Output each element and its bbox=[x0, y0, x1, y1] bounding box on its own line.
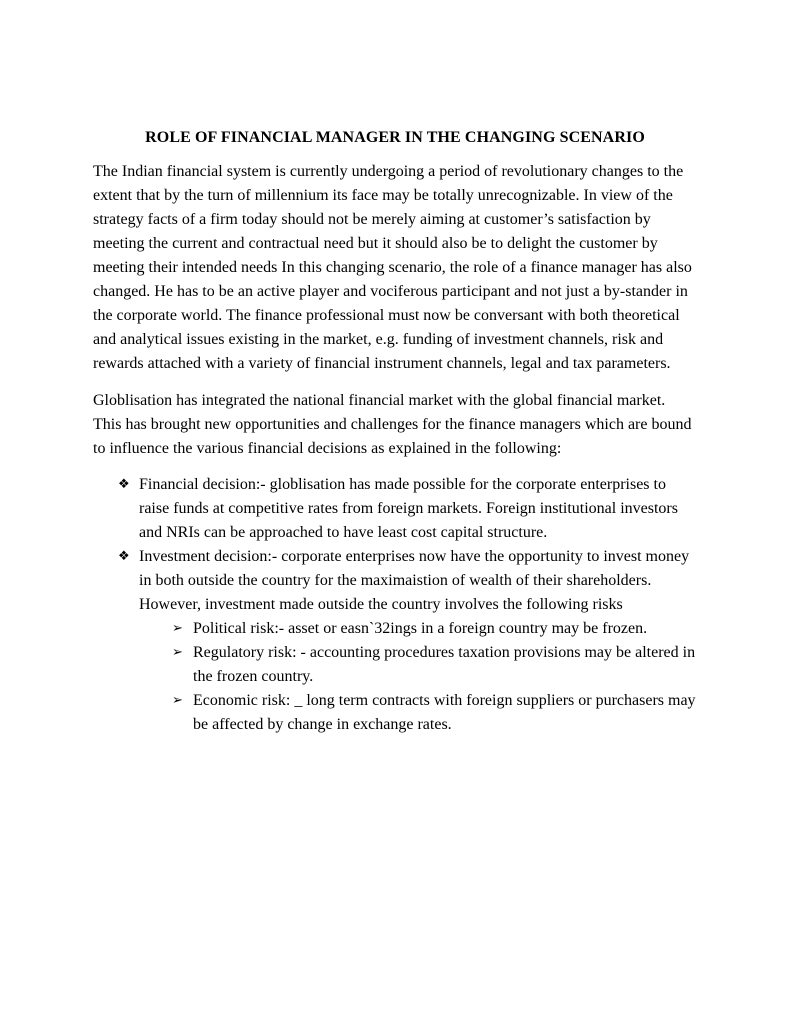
document-page bbox=[93, 126, 697, 737]
list-item-investment-decision bbox=[93, 545, 697, 737]
paragraph-indian-financial-system: The Indian financial system is currently undergoing a period of revolutionary changes to the extent that by the turn of millennium its face may be totally unrecognizable. In view of the strategy facts of a firm today should not be merely aiming at customer’s satisfaction by meeting the current and contractual need but it should also be to delight the customer by meeting their intended needs In this changing scenario, the role of a finance manager has also changed. He has to be an active player and vociferous participant and not just a by-stander in the corporate world. The finance professional must now be conversant with both theoretical and analytical issues existing in the market, e.g. funding of investment channels, risk and rewards attached with a variety of financial instrument channels, legal and tax parameters. bbox=[93, 163, 692, 372]
decisions-list bbox=[93, 473, 697, 737]
sub-item-text: Economic risk: _ long term contracts with foreign suppliers or purchasers may be affected by change in exchange rates. bbox=[193, 692, 696, 733]
sub-item-text: Regulatory risk: - accounting procedures taxation provisions may be altered in the frozen country. bbox=[193, 644, 696, 685]
list-item-text: Investment decision:- corporate enterprises now have the opportunity to invest money in both outside the country for the maximaistion of wealth of their shareholders. However, investment made outside the country involves the following risks bbox=[139, 548, 690, 613]
paragraph-globalisation: Globlisation has integrated the national financial market with the global financial market. This has brought new opportunities and challenges for the finance managers which are bound to influence the various financial decisions as explained in the following: bbox=[93, 392, 692, 457]
list-item-financial-decision bbox=[93, 473, 697, 545]
sub-item-economic-risk bbox=[139, 689, 697, 737]
risks-list bbox=[139, 617, 697, 737]
sub-item-political-risk bbox=[139, 617, 697, 641]
sub-item-regulatory-risk bbox=[139, 641, 697, 689]
arrow-bullet-icon: ➢ bbox=[172, 645, 183, 660]
arrow-bullet-icon: ➢ bbox=[172, 621, 183, 636]
diamond-bullet-icon: ❖ bbox=[118, 477, 130, 492]
document-title: ROLE OF FINANCIAL MANAGER IN THE CHANGING SCENARIO bbox=[145, 129, 645, 146]
sub-item-text: Political risk:- asset or easn`32ings in a foreign country may be frozen. bbox=[193, 620, 648, 637]
arrow-bullet-icon: ➢ bbox=[172, 693, 183, 708]
diamond-bullet-icon: ❖ bbox=[118, 549, 130, 564]
list-item-text: Financial decision:- globlisation has made possible for the corporate enterprises to raise funds at competitive rates from foreign markets. Foreign institutional investors and NRIs can be approached to have least cost capital structure. bbox=[139, 476, 678, 541]
